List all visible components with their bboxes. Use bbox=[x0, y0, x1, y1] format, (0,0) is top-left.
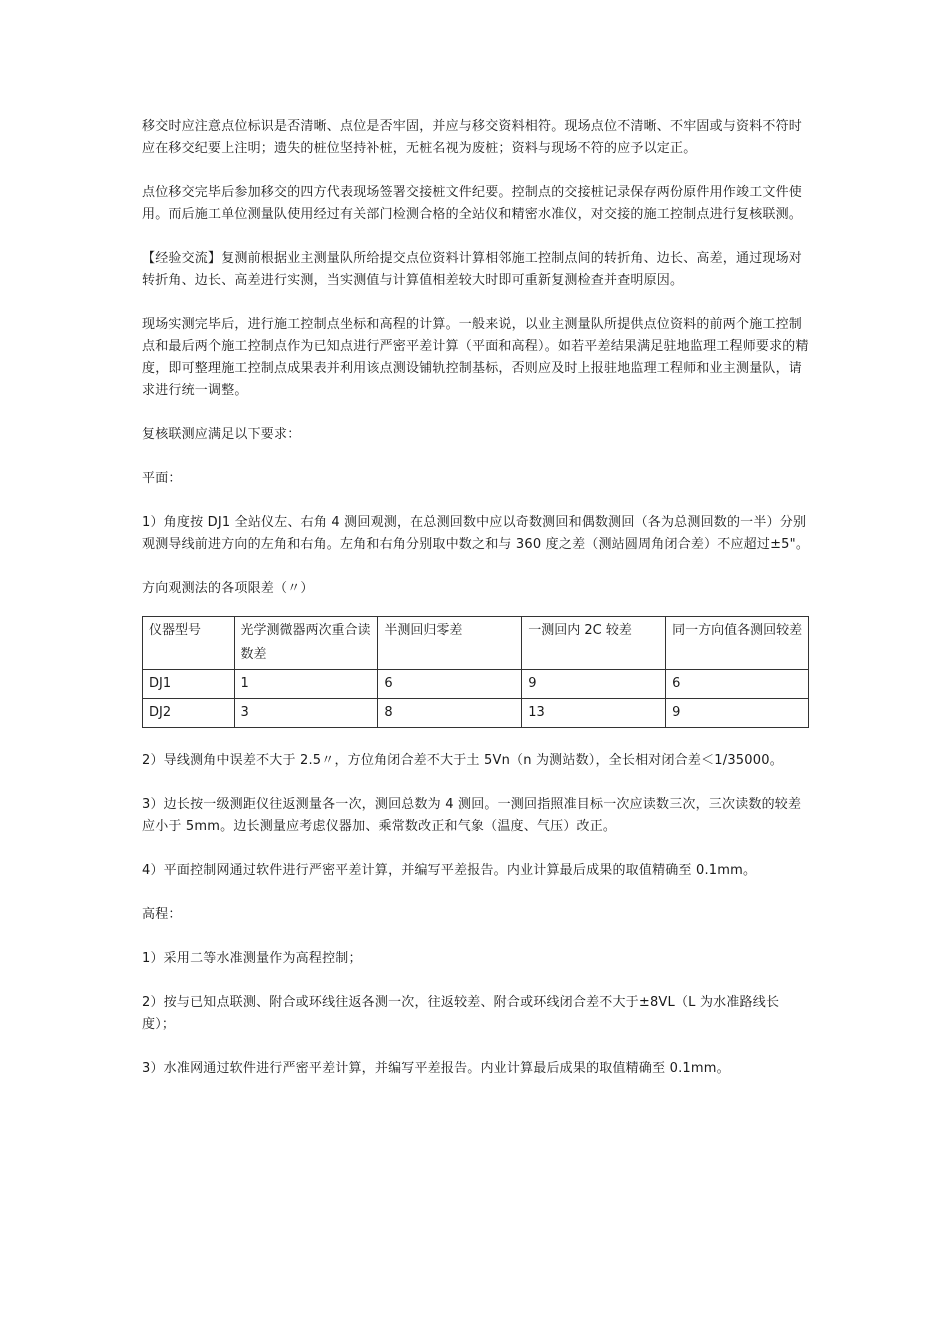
table-cell: 3 bbox=[234, 699, 378, 728]
table-cell: DJ2 bbox=[143, 699, 235, 728]
plane-item-2: 2）导线测角中误差不大于 2.5〃，方位角闭合差不大于土 5Vn（n 为测站数），全长相对闭合差＜1/35000。 bbox=[142, 753, 783, 768]
table-header-cell: 光学测微器两次重合读数差 bbox=[234, 617, 378, 670]
document-page bbox=[142, 116, 810, 1080]
elevation-item-1: 1）采用二等水准测量作为高程控制； bbox=[142, 951, 362, 966]
table-cell: 6 bbox=[666, 670, 809, 699]
elevation-item-2: 2）按与已知点联测、附合或环线往返各测一次，往返较差、附合或环线闭合差不大于±8VL（L 为水准路线长度）； bbox=[142, 995, 780, 1032]
table-header-cell: 半测回归零差 bbox=[378, 617, 522, 670]
paragraph-requirements-intro: 复核联测应满足以下要求： bbox=[142, 427, 301, 442]
table-row bbox=[143, 699, 809, 728]
table-header-cell: 一测回内 2C 较差 bbox=[522, 617, 666, 670]
paragraph-point-handover: 移交时应注意点位标识是否清晰、点位是否牢固，并应与移交资料相符。现场点位不清晰、不牢固或与资料不符时应在移交纪要上注明；遗失的桩位坚持补桩，无桩名视为废桩；资料与现场不符的应予以定正。 bbox=[142, 119, 803, 156]
table-header-row bbox=[143, 617, 809, 670]
plane-item-1: 1）角度按 DJ1 全站仪左、右角 4 测回观测，在总测回数中应以奇数测回和偶数测回（各为总测回数的一半）分别观测导线前进方向的左角和右角。左角和右角分别取中数之和与 360 度之差（测站圆周角闭合差）不应超过±5"。 bbox=[142, 515, 810, 552]
paragraph-handover-minutes: 点位移交完毕后参加移交的四方代表现场签署交接桩文件纪要。控制点的交接桩记录保存两份原件用作竣工文件使用。而后施工单位测量队使用经过有关部门检测合格的全站仪和精密水准仪，对交接的施工控制点进行复核联测。 bbox=[142, 185, 803, 222]
table-cell: 9 bbox=[666, 699, 809, 728]
table-cell: DJ1 bbox=[143, 670, 235, 699]
table-header-cell: 同一方向值各测回较差 bbox=[666, 617, 809, 670]
tolerance-table bbox=[142, 616, 809, 728]
table-cell: 9 bbox=[522, 670, 666, 699]
table-cell: 8 bbox=[378, 699, 522, 728]
paragraph-experience: 【经验交流】复测前根据业主测量队所给提交点位资料计算相邻施工控制点间的转折角、边长、高差，通过现场对转折角、边长、高差进行实测，当实测值与计算值相差较大时即可重新复测检查并查明原因。 bbox=[142, 251, 803, 288]
table-cell: 1 bbox=[234, 670, 378, 699]
heading-elevation: 高程： bbox=[142, 907, 182, 922]
plane-item-3: 3）边长按一级测距仪往返测量各一次，测回总数为 4 测回。一测回指照准目标一次应读数三次，三次读数的较差应小于 5mm。边长测量应考虑仪器加、乘常数改正和气象（温度、气压）改正。 bbox=[142, 797, 802, 834]
table-caption: 方向观测法的各项限差（〃） bbox=[142, 581, 314, 596]
table-cell: 6 bbox=[378, 670, 522, 699]
elevation-item-3: 3）水准网通过软件进行严密平差计算，并编写平差报告。内业计算最后成果的取值精确至 0.1mm。 bbox=[142, 1061, 730, 1076]
table-row bbox=[143, 670, 809, 699]
table-header-cell: 仪器型号 bbox=[143, 617, 235, 670]
plane-item-4: 4）平面控制网通过软件进行严密平差计算，并编写平差报告。内业计算最后成果的取值精确至 0.1mm。 bbox=[142, 863, 757, 878]
table-cell: 13 bbox=[522, 699, 666, 728]
heading-plane: 平面： bbox=[142, 471, 182, 486]
paragraph-calculation: 现场实测完毕后，进行施工控制点坐标和高程的计算。一般来说，以业主测量队所提供点位资料的前两个施工控制点和最后两个施工控制点作为已知点进行严密平差计算（平面和高程）。如若平差结果满足驻地监理工程师要求的精度，即可整理施工控制点成果表并利用该点测设铺轨控制基标，否则应及时上报驻地监理工程师和业主测量队，请求进行统一调整。 bbox=[142, 317, 809, 398]
